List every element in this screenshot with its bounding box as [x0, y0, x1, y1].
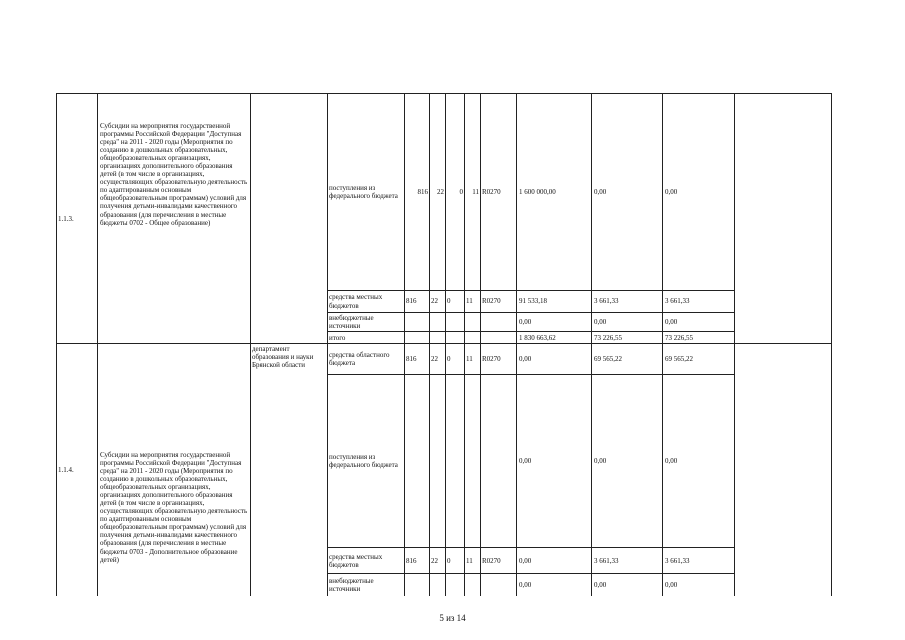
cs2-code	[481, 375, 517, 548]
cs1-code: 11	[465, 548, 481, 574]
value-2: 3 661,33	[592, 291, 663, 313]
value-1: 0,00	[517, 375, 592, 548]
grbs-code	[405, 313, 430, 332]
value-2: 0,00	[592, 313, 663, 332]
grbs-code	[405, 375, 430, 548]
value-1: 1 600 000,00	[517, 94, 592, 291]
funding-source: внебюджетные источники	[328, 313, 405, 332]
value-3: 3 661,33	[663, 548, 735, 574]
value-1: 0,00	[517, 548, 592, 574]
cs1-code	[465, 375, 481, 548]
rz-code: 22	[430, 291, 446, 313]
pr-code: 0	[446, 94, 465, 291]
cs2-code	[481, 332, 517, 344]
cs1-code: 11	[465, 344, 481, 375]
grbs-code	[405, 332, 430, 344]
executor-cell	[251, 94, 328, 344]
notes-cell	[735, 94, 832, 344]
cs1-code	[465, 574, 481, 596]
table-row	[57, 94, 832, 291]
funding-source: поступления из федерального бюджета	[328, 375, 405, 548]
grbs-code: 816	[405, 548, 430, 574]
notes-cell	[735, 344, 832, 596]
value-3: 0,00	[663, 94, 735, 291]
pr-code	[446, 313, 465, 332]
pr-code: 0	[446, 344, 465, 375]
value-1: 0,00	[517, 574, 592, 596]
cs1-code: 11	[465, 291, 481, 313]
cs2-code: R0270	[481, 94, 517, 291]
value-2: 73 226,55	[592, 332, 663, 344]
value-2: 0,00	[592, 375, 663, 548]
value-2: 0,00	[592, 574, 663, 596]
value-1: 0,00	[517, 313, 592, 332]
funding-source: итого	[328, 332, 405, 344]
funding-source: средства областного бюджета	[328, 344, 405, 375]
pr-code: 0	[446, 548, 465, 574]
funding-source: средства местных бюджетов	[328, 291, 405, 313]
cs2-code: R0270	[481, 344, 517, 375]
row-description: Субсидии на мероприятия государственной программы Российской Федерации "Доступная среда" на 2011 - 2020 годы (Мероприятия по созданию в дошкольных образовательных, общеобразовательных организациях, организациях дополнительного образования детей (в том числе в организациях, осуществляющих образовательную деятельность по адаптированным основным общеобразовательным программам) условий для получения детьми-инвалидами качественного образования (для перечисления в местные бюджеты 0702 - Общее образование)	[98, 94, 251, 344]
cs2-code: R0270	[481, 548, 517, 574]
value-2: 3 661,33	[592, 548, 663, 574]
cs2-code: R0270	[481, 291, 517, 313]
grbs-code: 816	[405, 344, 430, 375]
table-row	[57, 344, 832, 375]
cs2-code	[481, 574, 517, 596]
pr-code: 0	[446, 291, 465, 313]
rz-code	[430, 574, 446, 596]
row-id: 1.1.4.	[57, 344, 98, 596]
grbs-code	[405, 574, 430, 596]
cs1-code	[465, 332, 481, 344]
value-3: 0,00	[663, 574, 735, 596]
rz-code	[430, 375, 446, 548]
value-1: 91 533,18	[517, 291, 592, 313]
value-2: 69 565,22	[592, 344, 663, 375]
value-2: 0,00	[592, 94, 663, 291]
rz-code	[430, 313, 446, 332]
cs1-code	[465, 313, 481, 332]
value-1: 0,00	[517, 344, 592, 375]
row-id: 1.1.3.	[57, 94, 98, 344]
page-number: 5 из 14	[439, 613, 466, 623]
cs2-code	[481, 313, 517, 332]
rz-code	[430, 332, 446, 344]
grbs-code: 816	[405, 94, 430, 291]
value-1: 1 830 663,62	[517, 332, 592, 344]
value-3: 73 226,55	[663, 332, 735, 344]
value-3: 69 565,22	[663, 344, 735, 375]
cs1-code: 11	[465, 94, 481, 291]
row-description: Субсидии на мероприятия государственной программы Российской Федерации "Доступная среда" на 2011 - 2020 годы (Мероприятия по созданию в дошкольных образовательных, общеобразовательных организациях, организациях дополнительного образования детей (в том числе в организациях, осуществляющих образовательную деятельность по адаптированным основным общеобразовательным программам) условий для получения детьми-инвалидами качественного образования (для перечисления в местные бюджеты 0703 - Дополнительное образование детей)	[98, 344, 251, 596]
grbs-code: 816	[405, 291, 430, 313]
pr-code	[446, 375, 465, 548]
budget-table	[56, 93, 832, 596]
rz-code: 22	[430, 548, 446, 574]
executor-cell: департамент образования и науки Брянской области	[251, 344, 328, 596]
pr-code	[446, 332, 465, 344]
rz-code: 22	[430, 344, 446, 375]
pr-code	[446, 574, 465, 596]
value-3: 0,00	[663, 375, 735, 548]
value-3: 0,00	[663, 313, 735, 332]
funding-source: поступления из федерального бюджета	[328, 94, 405, 291]
value-3: 3 661,33	[663, 291, 735, 313]
funding-source: внебюджетные источники	[328, 574, 405, 596]
funding-source: средства местных бюджетов	[328, 548, 405, 574]
rz-code: 22	[430, 94, 446, 291]
